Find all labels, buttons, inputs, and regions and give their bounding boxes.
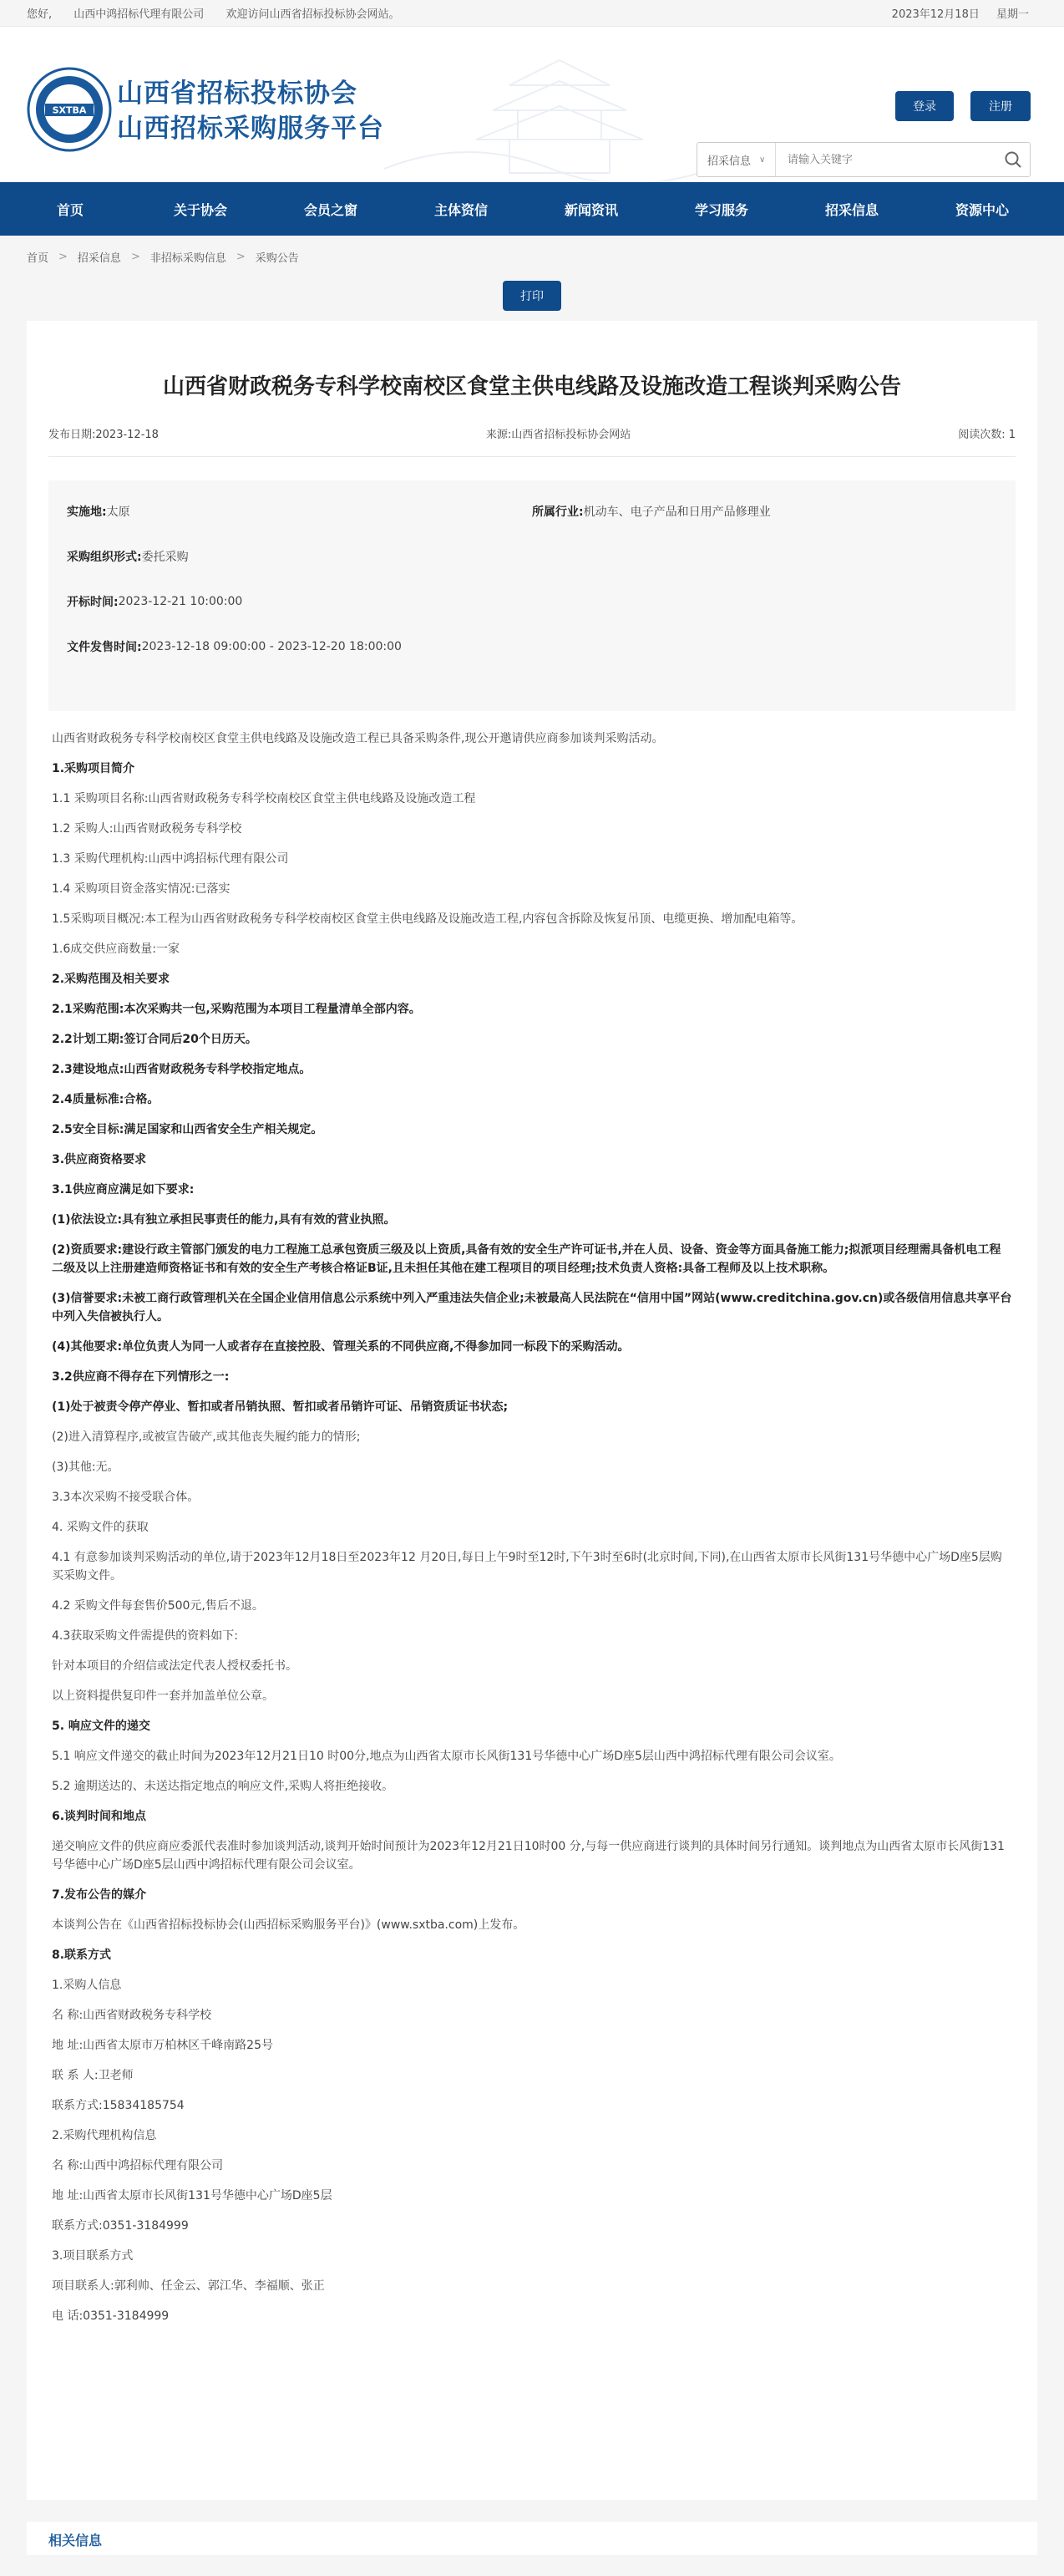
industry-label: 所属行业: (532, 506, 584, 519)
article-paragraph: 1.3 采购代理机构:山西中鸿招标代理有限公司 (52, 852, 289, 866)
article-paragraph: (2)进入清算程序,或被宣告破产,或其他丧失履约能力的情形; (52, 1430, 361, 1444)
article-paragraph: 5.2 逾期送达的、未送达指定地点的响应文件,采购人将拒绝接收。 (52, 1780, 394, 1793)
article-paragraph: 1.6成交供应商数量:一家 (52, 943, 180, 956)
article-paragraph: 以上资料提供复印件一套并加盖单位公章。 (52, 1689, 274, 1703)
current-weekday: 星期一 (996, 8, 1029, 21)
breadcrumb (0, 236, 1064, 277)
article-meta (48, 425, 1016, 457)
info-row (67, 579, 997, 624)
company-name[interactable]: 山西中鸿招标代理有限公司 (73, 8, 205, 21)
article-paragraph: 6.谈判时间和地点 (52, 1810, 147, 1823)
article-paragraph: 地 址:山西省太原市万柏林区千峰南路25号 (52, 2039, 273, 2052)
article-paragraph: 2.2计划工期:签订合同后20个日历天。 (52, 1033, 257, 1046)
top-info-bar (0, 0, 1064, 27)
nav-item-credit[interactable]: 主体资信 (433, 201, 488, 218)
info-row (67, 624, 997, 669)
doc-sale-value: 2023-12-18 09:00:00 - 2023-12-20 18:00:00 (141, 640, 402, 653)
article-paragraph: 2.采购代理机构信息 (52, 2129, 157, 2142)
nav-item-learning[interactable]: 学习服务 (694, 201, 748, 218)
project-info-box (48, 480, 1016, 711)
article-paragraph: (3)信誉要求:未被工商行政管理机关在全国企业信用信息公示系统中列入严重违法失信企业;未被最高人民法院在“信用中国”网站(www.creditchina.gov.cn)或各级信用信息共享平台中列入失信被执行人。 (52, 1292, 1012, 1324)
nav-item-members[interactable]: 会员之窗 (303, 201, 357, 218)
article-source: 来源:山西省招标投标协会网站 (485, 429, 631, 441)
article-paragraph: 联 系 人:卫老师 (52, 2069, 134, 2082)
current-date: 2023年12月18日 (891, 8, 980, 21)
search-bar (697, 142, 1031, 177)
location-value: 太原 (106, 506, 130, 519)
article-paragraph: 1.采购项目简介 (52, 762, 135, 775)
article-paragraph: (3)其他:无。 (52, 1461, 119, 1474)
article-paragraph: 项目联系人:郭利帅、任金云、郭江华、李福顺、张正 (52, 2279, 325, 2293)
article-paragraph: (1)处于被责令停产停业、暂扣或者吊销执照、暂扣或者吊销许可证、吊销资质证书状态; (52, 1400, 509, 1414)
article-paragraph: 山西省财政税务专科学校南校区食堂主供电线路及设施改造工程已具备采购条件,现公开邀请供应商参加谈判采购活动。 (52, 732, 664, 745)
site-title-secondary: 山西招标采购服务平台 (117, 114, 384, 144)
article-paragraph: (2)资质要求:建设行政主管部门颁发的电力工程施工总承包资质三级及以上资质,具备有效的安全生产许可证书,并在人员、设备、资金等方面具备施工能力;拟派项目经理需具备机电工程二级及以上注册建造师资格证书和有效的安全生产考核合格证B证,且未担任其他在建工程项目的项目经理;技术负责人资格:具备工程师及以上技术职称。 (52, 1243, 1001, 1275)
article-paragraph: 7.发布公告的媒介 (52, 1888, 147, 1902)
nav-item-procurement[interactable]: 招采信息 (824, 201, 879, 218)
search-category-select[interactable] (697, 143, 776, 176)
pavilion-watermark-icon (384, 35, 735, 182)
article-paragraph: 针对本项目的介绍信或法定代表人授权委托书。 (52, 1659, 297, 1673)
article-paragraph: 电 话:0351-3184999 (52, 2309, 170, 2323)
article-title: 山西省财政税务专科学校南校区食堂主供电线路及设施改造工程谈判采购公告 (162, 374, 901, 399)
breadcrumb-home[interactable]: 首页 (27, 252, 49, 265)
doc-sale-label: 文件发售时间: (67, 641, 142, 654)
org-form-label: 采购组织形式: (67, 551, 142, 564)
association-logo-icon (27, 67, 112, 152)
article-paragraph: 4. 采购文件的获取 (52, 1521, 149, 1534)
open-time-label: 开标时间: (67, 596, 119, 609)
nav-item-home[interactable]: 首页 (56, 201, 84, 218)
article-paragraph: 8.联系方式 (52, 1949, 112, 1962)
site-header (0, 27, 1064, 182)
article-paragraph: 1.2 采购人:山西省财政税务专科学校 (52, 822, 242, 836)
chevron-right-icon: > (58, 250, 68, 263)
article-paragraph: 1.4 采购项目资金落实情况:已落实 (52, 882, 231, 896)
search-icon[interactable] (996, 143, 1030, 176)
publish-date: 发布日期:2023-12-18 (48, 429, 159, 441)
article-paragraph: 1.采购人信息 (52, 1979, 122, 1992)
breadcrumb-non-tender[interactable]: 非招标采购信息 (149, 252, 226, 265)
nav-item-news[interactable]: 新闻资讯 (564, 201, 618, 218)
info-row (67, 534, 997, 579)
site-title-primary: 山西省招标投标协会 (117, 79, 357, 109)
print-bar (0, 277, 1064, 321)
article-paragraph: 4.2 采购文件每套售价500元,售后不退。 (52, 1599, 264, 1613)
article-paragraph: 本谈判公告在《山西省招标投标协会(山西招标采购服务平台)》(www.sxtba.com)上发布。 (52, 1918, 525, 1932)
register-button[interactable]: 注册 (970, 91, 1031, 121)
article-paragraph: 3.供应商资格要求 (52, 1153, 147, 1166)
article-paragraph: 3.2供应商不得存在下列情形之一: (52, 1370, 230, 1384)
article-paragraph: 3.项目联系方式 (52, 2249, 134, 2263)
article-paragraph: 2.1采购范围:本次采购共一包,采购范围为本项目工程量清单全部内容。 (52, 1003, 421, 1016)
article-paragraph: 2.4质量标准:合格。 (52, 1093, 160, 1106)
article-paragraph: (1)依法设立:具有独立承担民事责任的能力,具有有效的营业执照。 (52, 1213, 396, 1227)
search-input[interactable] (776, 143, 996, 176)
article-paragraph: 5. 响应文件的递交 (52, 1720, 150, 1733)
view-count: 阅读次数: 1 (958, 429, 1016, 441)
chevron-right-icon: > (236, 250, 246, 263)
main-nav (0, 182, 1064, 236)
breadcrumb-current[interactable]: 采购公告 (255, 252, 299, 265)
welcome-text: 欢迎访问山西省招标投标协会网站。 (225, 8, 400, 21)
article-paragraph: 5.1 响应文件递交的截止时间为2023年12月21日10 时00分,地点为山西省太原市长风街131号华德中心广场D座5层山西中鸿招标代理有限公司会议室。 (52, 1750, 841, 1763)
print-button[interactable]: 打印 (503, 281, 561, 311)
article-paragraph: 1.5采购项目概况:本工程为山西省财政税务专科学校南校区食堂主供电线路及设施改造工程,内容包含拆除及恢复吊顶、电缆更换、增加配电箱等。 (52, 912, 803, 926)
article-paragraph: 联系方式:15834185754 (52, 2099, 185, 2112)
related-info-title: 相关信息 (48, 2533, 103, 2548)
breadcrumb-procurement[interactable]: 招采信息 (77, 252, 121, 265)
article-paragraph: 地 址:山西省太原市长风街131号华德中心广场D座5层 (52, 2189, 332, 2203)
nav-item-about[interactable]: 关于协会 (173, 201, 227, 218)
greeting-text: 您好, (27, 8, 53, 21)
article-paragraph: 联系方式:0351-3184999 (52, 2219, 189, 2233)
article-card (27, 321, 1037, 2500)
article-paragraph: 2.采购范围及相关要求 (52, 973, 170, 986)
article-paragraph: 名 称:山西省财政税务专科学校 (52, 2009, 212, 2022)
login-button[interactable]: 登录 (895, 91, 954, 121)
industry-value: 机动车、电子产品和日用产品修理业 (583, 506, 771, 519)
article-paragraph: 2.3建设地点:山西省财政税务专科学校指定地点。 (52, 1063, 312, 1076)
open-time-value: 2023-12-21 10:00:00 (118, 595, 243, 608)
related-info-section (27, 2522, 1037, 2555)
article-paragraph: 递交响应文件的供应商应委派代表准时参加谈判活动,谈判开始时间预计为2023年12月21日10时00 分,与每一供应商进行谈判的具体时间另行通知。谈判地点为山西省太原市长风街131号华德中心广场D座5层山西中鸿招标代理有限公司会议室。 (52, 1840, 1005, 1872)
chevron-right-icon: > (130, 250, 140, 263)
search-category-label: 招采信息 (707, 155, 752, 168)
org-form-value: 委托采购 (141, 551, 189, 564)
info-row (67, 489, 997, 534)
location-label: 实施地: (67, 506, 107, 519)
article-paragraph: 4.1 有意参加谈判采购活动的单位,请于2023年12月18日至2023年12 月20日,每日上午9时至12时,下午3时至6时(北京时间,下同),在山西省太原市长风街131号华德中心广场D座5层购买采购文件。 (52, 1551, 1002, 1583)
article-body (48, 729, 1016, 2325)
article-paragraph: (4)其他要求:单位负责人为同一人或者存在直接控股、管理关系的不同供应商,不得参加同一标段下的采购活动。 (52, 1340, 630, 1354)
article-paragraph: 1.1 采购项目名称:山西省财政税务专科学校南校区食堂主供电线路及设施改造工程 (52, 792, 476, 805)
article-paragraph: 3.3本次采购不接受联合体。 (52, 1491, 200, 1504)
article-paragraph: 3.1供应商应满足如下要求: (52, 1183, 195, 1197)
article-paragraph: 4.3获取采购文件需提供的资料如下: (52, 1629, 238, 1643)
article-paragraph: 2.5安全目标:满足国家和山西省安全生产相关规定。 (52, 1123, 323, 1136)
logo-abbr: SXTBA (52, 104, 87, 116)
nav-item-resources[interactable]: 资源中心 (955, 201, 1009, 218)
chevron-down-icon: ∨ (759, 155, 766, 165)
article-paragraph: 名 称:山西中鸿招标代理有限公司 (52, 2159, 224, 2172)
